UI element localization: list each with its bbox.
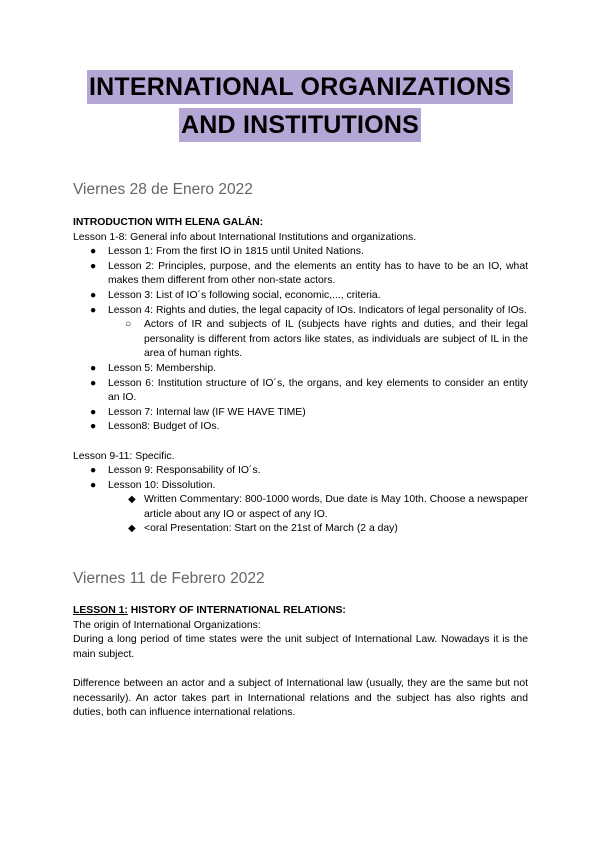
diamond-icon: ◆ [128,494,136,506]
bullet-icon: ● [90,304,97,316]
intro-text: Lesson 1-8: General info about International Institutions and organizations. [73,231,417,243]
bullet-icon: ● [90,465,97,477]
bullet-icon: ● [90,260,97,272]
origin-text: The origin of International Organizations: [73,619,261,631]
list-item: ● Lesson 10: Dissolution. [108,479,528,494]
section-heading: INTRODUCTION WITH ELENA GALÁN: [73,217,264,228]
list-item: ● Lesson 7: Internal law (IF WE HAVE TIME) [108,406,528,421]
lesson-list-3 [90,464,528,493]
title-line-2: AND INSTITUTIONS [179,108,421,142]
list-item: ● Lesson 3: List of IO´s following social, economic,..., criteria. [108,289,528,304]
bullet-icon: ● [90,406,97,418]
bullet-icon: ● [90,246,97,258]
lesson-heading: LESSON 1: HISTORY OF INTERNATIONAL RELATIONS: [73,605,346,616]
lesson-list [90,245,528,318]
sub-list [125,318,528,362]
list-item: ● Lesson 2: Principles, purpose, and the elements an entity has to have to be an IO, what makes them different from other non-state actors. [90,260,528,287]
section-date-1: Viernes 28 de Enero 2022 [73,181,253,198]
list-item: ● Lesson 9: Responsability of IO´s. [108,464,528,479]
list-item: ● Lesson8: Budget of IOs. [108,420,528,435]
bullet-icon: ● [90,362,97,374]
specific-text: Lesson 9-11: Specific. [73,450,175,462]
diamond-icon: ◆ [128,523,136,535]
hollow-bullet-icon: ○ [125,319,132,331]
list-item: ● Lesson 4: Rights and duties, the legal capacity of IOs. Indicators of legal personality of IOs. [108,304,528,319]
bullet-icon: ● [90,479,97,491]
title-line-1: INTERNATIONAL ORGANIZATIONS [87,70,513,104]
bullet-icon: ● [90,289,97,301]
task-list [128,493,528,537]
section-1-body [73,216,528,537]
list-item: ● Lesson 6: Institution structure of IO´s, the organs, and key elements to consider an entity an IO. [90,377,528,404]
list-item: ● Lesson 1: From the first IO in 1815 until United Nations. [108,245,528,260]
paragraph-1: During a long period of time states were the unit subject of International Law. Nowadays it is the main subject. [73,634,528,660]
section-2-body [73,604,528,721]
bullet-icon: ● [90,421,97,433]
lesson-list-2 [90,362,528,435]
list-item: ◆ Written Commentary: 800-1000 words, Due date is May 10th. Choose a newspaper article about any IO or aspect of any IO. [128,494,528,520]
document-title [0,70,600,146]
list-item: ◆ <oral Presentation: Start on the 21st of March (2 a day) [144,522,528,537]
paragraph-2: Difference between an actor and a subject of International law (usually, they are the same but not necessarily). An actor takes part in International relations and the subject has also rights and duties, both can influence international relations. [73,677,528,719]
list-item: ○ Actors of IR and subjects of IL (subjects have rights and duties, and their legal personality is different from actors like states, as individuals are subject of IL in the area of human rights. [125,319,528,360]
list-item: ● Lesson 5: Membership. [108,362,528,377]
section-date-2: Viernes 11 de Febrero 2022 [73,570,265,587]
bullet-icon: ● [90,377,97,389]
